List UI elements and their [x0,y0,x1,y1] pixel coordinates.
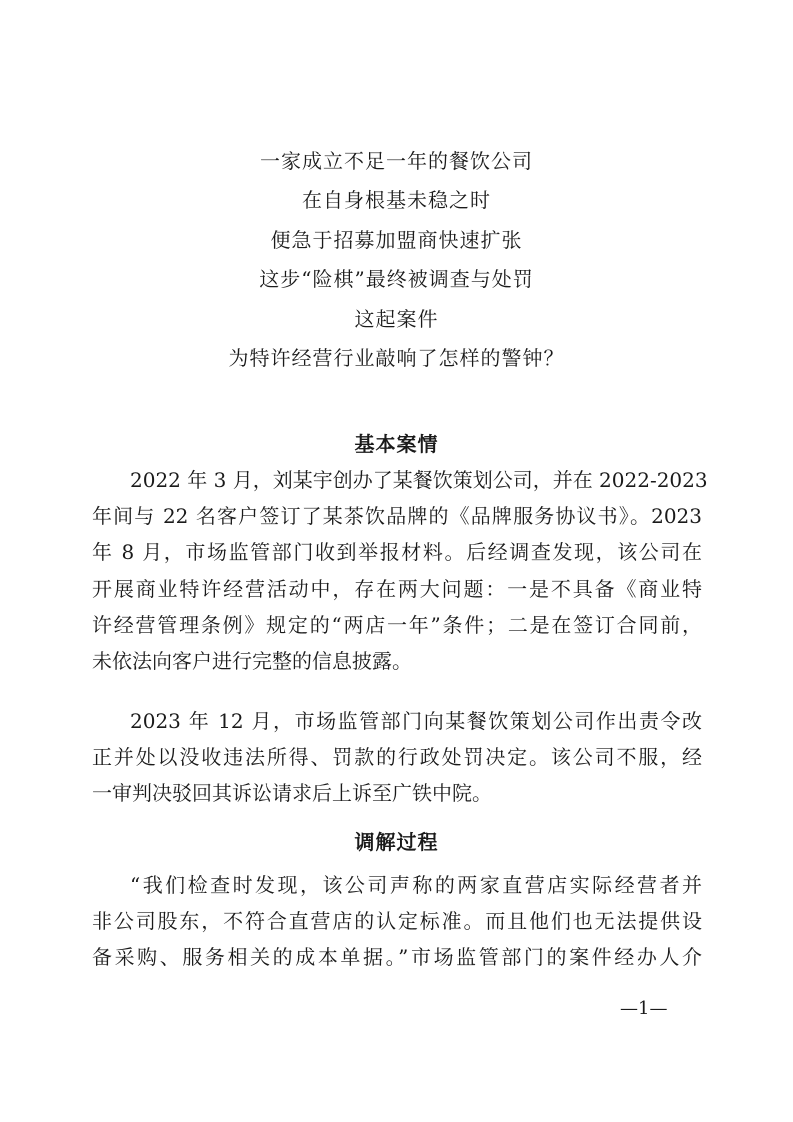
text-line: 2022 年 3 月，刘某宇创办了某餐饮策划公司，并在 2022-2023 [130,468,708,492]
text-line: 非公司股东，不符合直营店的认定标准。而且他们也无法提供设 [92,909,702,934]
intro-block [0,142,793,378]
text-line: 许经营管理条例》规定的“两店一年”条件；二是在签订合同前， [92,612,702,637]
section-mediation-paragraph-1 [92,867,702,976]
intro-line: 这起案件 [354,306,439,331]
intro-line: 一家成立不足一年的餐饮公司 [260,149,533,173]
text-line: “我们检查时发现，该公司声称的两家直营店实际经营者并 [130,873,702,897]
text-line: 年间与 22 名客户签订了某茶饮品牌的《品牌服务协议书》。2023 [92,504,702,529]
text-line: 一审判决驳回其诉讼请求后上诉至广铁中院。 [92,781,492,806]
intro-line: 在自身根基未稳之时 [302,188,491,213]
text-line: 年 8 月，市场监管部门收到举报材料。后经调查发现，该公司在 [92,540,702,565]
section-basic-facts-paragraph-1 [92,462,708,679]
intro-line: 这步“险棋”最终被调查与处罚 [259,267,534,292]
text-line: 未依法向客户进行完整的信息披露。 [92,648,412,673]
section-heading-mediation: 调解过程 [354,830,439,854]
text-line: 正并处以没收违法所得、罚款的行政处罚决定。该公司不服，经 [92,745,702,770]
text-line: 备采购、服务相关的成本单据。”市场监管部门的案件经办人介 [92,945,702,970]
page-number: —1— [620,998,668,1019]
intro-line: 便急于招募加盟商快速扩张 [270,227,523,252]
section-heading-basic-facts: 基本案情 [354,432,439,456]
intro-line: 为特许经营行业敲响了怎样的警钟？ [228,346,565,371]
text-line: 2023 年 12 月，市场监管部门向某餐饮策划公司作出责令改 [130,709,702,733]
text-line: 开展商业特许经营活动中，存在两大问题：一是不具备《商业特 [92,576,702,601]
section-basic-facts-paragraph-2 [92,703,702,812]
